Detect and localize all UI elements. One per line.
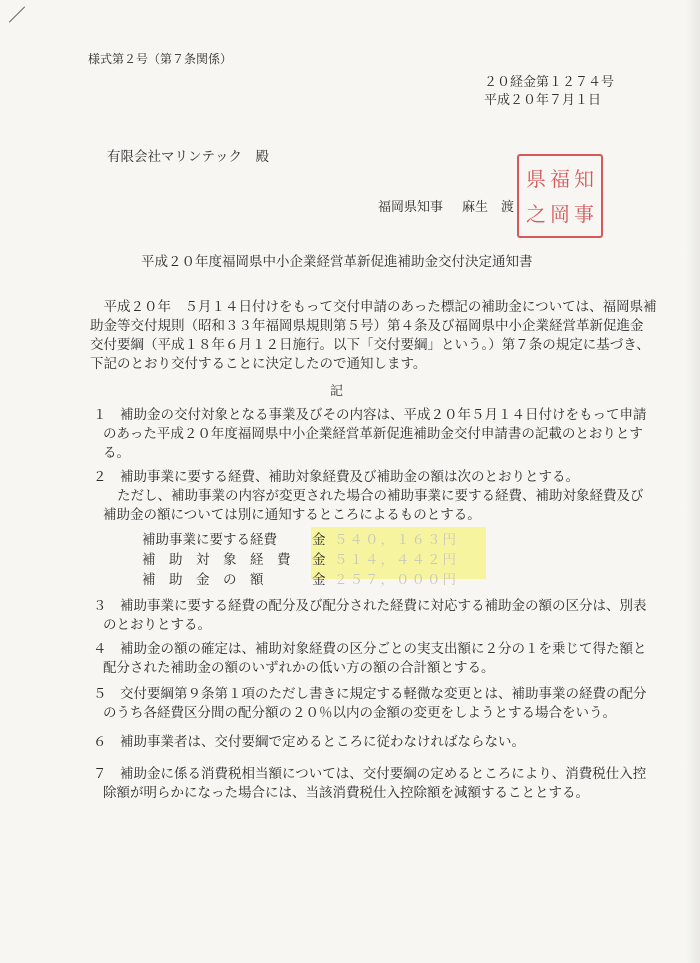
item-line: ２ 補助事業に要する経費、補助対象経費及び補助金の額は次のとおりとする。 xyxy=(93,469,579,485)
item-line: のうち各経費区分間の配分額の２０％以内の金額の変更をしようとする場合をいう。 xyxy=(103,705,616,721)
intro-line: 下記のとおり交付することに決定したので通知します。 xyxy=(90,356,427,372)
seal-char: 岡 xyxy=(550,201,570,226)
item-line: ７ 補助金に係る消費税相当額については、交付要綱の定めるところにより、消費税仕入控 xyxy=(93,766,647,782)
item-line: 配分された補助金の額のいずれかの低い方の額の合計額とする。 xyxy=(103,660,495,676)
amount-value: ５４０，１６３円 xyxy=(334,532,458,548)
item-1 xyxy=(93,406,647,463)
amount-prefix: 金 xyxy=(312,532,326,548)
intro-paragraph xyxy=(90,298,657,374)
item-line: 補助金の額については別に通知するところによるものとする。 xyxy=(103,507,481,523)
item-line: ４ 補助金の額の確定は、補助対象経費の区分ごとの実支出額に２分の１を乗じて得た額と xyxy=(93,641,647,657)
item-7 xyxy=(93,765,646,803)
amount-label: 補 助 対 象 経 費 xyxy=(142,552,291,568)
item-line: のあった平成２０年度福岡県中小企業経営革新促進補助金交付申請書の記載のとおりとす xyxy=(103,426,643,442)
seal-char: 之 xyxy=(526,201,546,226)
item-line: のとおりとする。 xyxy=(103,617,211,633)
amount-label: 補助事業に要する経費 xyxy=(142,532,277,548)
corner-mark xyxy=(9,6,25,22)
issuer-title: 福岡県知事 xyxy=(378,200,444,215)
ki-heading: 記 xyxy=(330,384,344,399)
amount-label: 補 助 金 の 額 xyxy=(142,572,264,588)
item-line: ただし、補助事業の内容が変更された場合の補助事業に要する経費、補助対象経費及び xyxy=(117,488,644,504)
seal-char: 県 xyxy=(526,166,546,191)
intro-line: 交付要綱（平成１８年６月１２日施行。以下「交付要綱」という。）第７条の規定に基づき、 xyxy=(90,337,650,353)
document-title: 平成２０年度福岡県中小企業経営革新促進補助金交付決定通知書 xyxy=(141,254,533,270)
intro-line: 平成２０年 ５月１４日付けをもって交付申請のあった標記の補助金については、福岡県補 xyxy=(103,299,657,315)
document-number: ２０経金第１２７４号 xyxy=(484,75,615,90)
form-number: 様式第２号（第７条関係） xyxy=(88,52,233,66)
item-line: る。 xyxy=(103,445,130,461)
amount-prefix: 金 xyxy=(312,552,326,568)
amount-value: ２５７，０００円 xyxy=(334,572,458,588)
item-3 xyxy=(93,597,647,635)
intro-line: 助金等交付規則（昭和３３年福岡県規則第５号）第４条及び福岡県中小企業経営革新促進金 xyxy=(90,318,644,334)
issuer-name: 麻生 渡 xyxy=(462,200,515,215)
item-line: １ 補助金の交付対象となる事業及びその内容は、平成２０年５月１４日付けをもって申請 xyxy=(93,407,647,423)
seal-char: 福 xyxy=(550,166,570,191)
item-line: ６ 補助事業者は、交付要綱で定めるところに従わなければならない。 xyxy=(93,734,525,750)
item-4 xyxy=(93,640,647,678)
item-line: 除額が明らかになった場合には、当該消費税仕入控除額を減額することとする。 xyxy=(103,785,589,801)
official-seal xyxy=(517,154,603,238)
addressee: 有限会社マリンテック 殿 xyxy=(107,149,269,165)
seal-char: 知 xyxy=(574,166,594,191)
item-6 xyxy=(93,733,525,752)
amount-prefix: 金 xyxy=(312,572,326,588)
issue-date: 平成２０年７月１日 xyxy=(484,93,602,108)
item-5 xyxy=(93,685,647,723)
item-line: ３ 補助事業に要する経費の配分及び配分された経費に対応する補助金の額の区分は、別表 xyxy=(93,598,647,614)
amount-value: ５１４，４４２円 xyxy=(334,552,458,568)
seal-char: 事 xyxy=(574,201,594,226)
item-line: ５ 交付要綱第９条第１項のただし書きに規定する軽微な変更とは、補助事業の経費の配分 xyxy=(93,686,647,702)
item-2 xyxy=(93,468,644,525)
